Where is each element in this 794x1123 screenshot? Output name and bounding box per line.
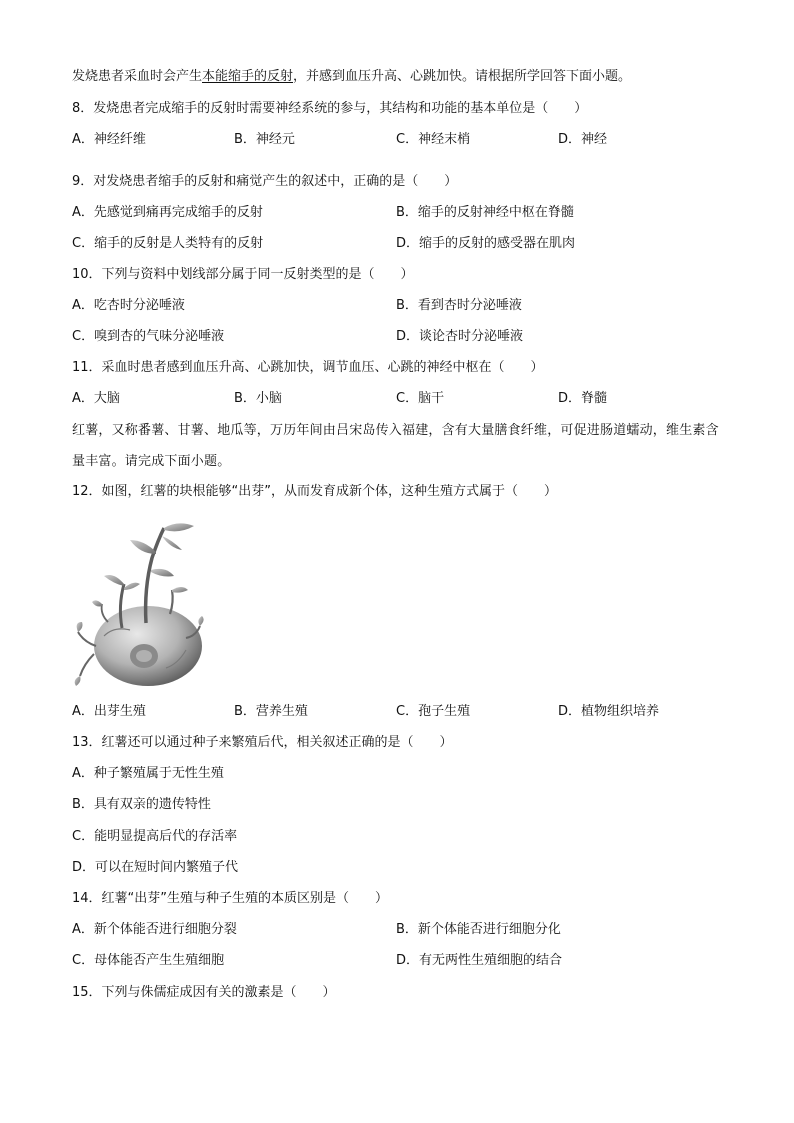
question-11-option-a[interactable]: A．大脑 [72, 391, 120, 406]
passage-intro-1-before: 发烧患者采血时会产生 [72, 69, 203, 84]
question-15-stem: 15．下列与侏儒症成因有关的激素是（ ） [72, 985, 336, 1000]
passage-intro-1 [72, 68, 631, 86]
question-11-option-d[interactable]: D．脊髓 [558, 391, 608, 406]
question-14-option-a[interactable]: A．新个体能否进行细胞分裂 [72, 922, 237, 937]
question-14-option-d[interactable]: D．有无两性生殖细胞的结合 [396, 953, 563, 968]
sprouting-sweet-potato-image [74, 518, 206, 694]
question-12-option-a[interactable]: A．出芽生殖 [72, 704, 146, 719]
question-13-stem: 13．红薯还可以通过种子来繁殖后代，相关叙述正确的是（ ） [72, 735, 453, 750]
question-8-stem: 8．发烧患者完成缩手的反射时需要神经系统的参与，其结构和功能的基本单位是（ ） [72, 101, 588, 116]
question-8-option-a[interactable]: A．神经纤维 [72, 132, 146, 147]
question-13-option-d[interactable]: D．可以在短时间内繁殖子代 [72, 860, 239, 875]
question-12-option-c[interactable]: C．孢子生殖 [396, 704, 471, 719]
question-9-stem: 9．对发烧患者缩手的反射和痛觉产生的叙述中，正确的是（ ） [72, 174, 458, 189]
question-13-option-b[interactable]: B．具有双亲的遗传特性 [72, 797, 211, 812]
question-9-option-a[interactable]: A．先感觉到痛再完成缩手的反射 [72, 205, 263, 220]
question-9-option-b[interactable]: B．缩手的反射神经中枢在脊髓 [396, 205, 574, 220]
passage-intro-2: 红薯，又称番薯、甘薯、地瓜等，万历年间由吕宋岛传入福建，含有大量膳食纤维，可促进肠道蠕动，维生素含量丰富。请完成下面小题。 [72, 423, 719, 469]
question-14-stem: 14．红薯“出芽”生殖与种子生殖的本质区别是（ ） [72, 891, 389, 906]
question-10-option-d[interactable]: D．谈论杏时分泌唾液 [396, 329, 524, 344]
question-8-option-b[interactable]: B．神经元 [234, 132, 295, 147]
passage-intro-1-after: ，并感到血压升高、心跳加快。请根据所学回答下面小题。 [293, 69, 632, 84]
question-12-option-b[interactable]: B．营养生殖 [234, 704, 308, 719]
question-9-option-d[interactable]: D．缩手的反射的感受器在肌肉 [396, 236, 576, 251]
question-11-stem: 11．采血时患者感到血压升高、心跳加快，调节血压、心跳的神经中枢在（ ） [72, 360, 544, 375]
question-10-option-c[interactable]: C．嗅到杏的气味分泌唾液 [72, 329, 225, 344]
question-10-option-b[interactable]: B．看到杏时分泌唾液 [396, 298, 522, 313]
question-14-option-b[interactable]: B．新个体能否进行细胞分化 [396, 922, 561, 937]
question-9-option-c[interactable]: C．缩手的反射是人类特有的反射 [72, 236, 264, 251]
question-11-option-b[interactable]: B．小脑 [234, 391, 282, 406]
question-8-option-c[interactable]: C．神经末梢 [396, 132, 471, 147]
question-14-option-c[interactable]: C．母体能否产生生殖细胞 [72, 953, 225, 968]
question-13-option-c[interactable]: C．能明显提高后代的存活率 [72, 829, 238, 844]
question-12-option-d[interactable]: D．植物组织培养 [558, 704, 660, 719]
question-10-stem: 10．下列与资料中划线部分属于同一反射类型的是（ ） [72, 267, 414, 282]
question-11-option-c[interactable]: C．脑干 [396, 391, 445, 406]
question-12-stem: 12．如图，红薯的块根能够“出芽”，从而发育成新个体，这种生殖方式属于（ ） [72, 484, 558, 499]
question-10-option-a[interactable]: A．吃杏时分泌唾液 [72, 298, 185, 313]
passage-intro-1-underlined: 本能缩手的反射 [202, 69, 294, 84]
question-13-option-a[interactable]: A．种子繁殖属于无性生殖 [72, 766, 224, 781]
question-8-option-d[interactable]: D．神经 [558, 132, 608, 147]
